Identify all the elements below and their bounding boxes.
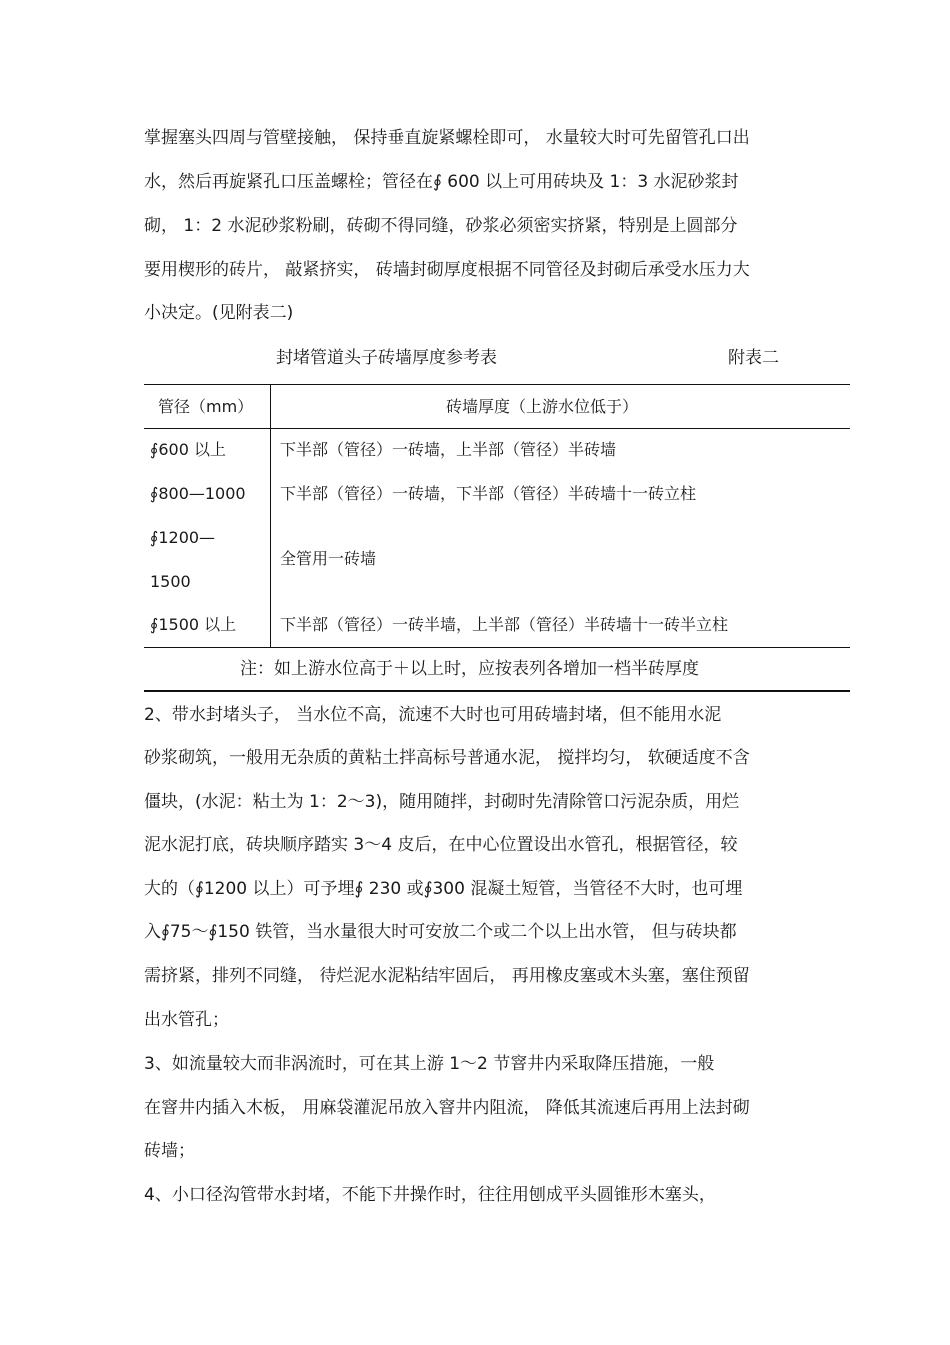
- table-note: 注：如上游水位高于＋以上时，应按表列各增加一档半砖厚度: [240, 659, 699, 679]
- paragraph-1-line-4: 要用楔形的砖片， 敲紧挤实， 砖墙封砌厚度根据不同管径及封砌后承受水压力大: [144, 260, 750, 280]
- table-bottom-rule: [144, 690, 850, 692]
- table-label: 附表二: [728, 348, 779, 368]
- paragraph-3-line-3: 砖墙；: [144, 1141, 195, 1161]
- paragraph-1-line-2: 水，然后再旋紧孔口压盖螺栓；管径在∮ 600 以上可用砖块及 1：3 水泥砂浆封: [144, 172, 739, 192]
- row-1-thickness: 下半部（管径）一砖墙，上半部（管径）半砖墙: [280, 440, 617, 459]
- paragraph-2-line-3: 僵块，(水泥：粘土为 1：2～3)，随用随拌，封砌时先清除管口污泥杂质，用烂: [144, 792, 740, 812]
- paragraph-3-line-2: 在窨井内插入木板， 用麻袋灌泥吊放入窨井内阻流， 降低其流速后再用上法封砌: [144, 1098, 750, 1118]
- table-header-rule: [144, 428, 850, 429]
- row-3-thickness: 全管用一砖墙: [280, 549, 377, 568]
- table-title: 封堵管道头子砖墙厚度参考表: [276, 348, 497, 368]
- paragraph-2-line-1: 2、带水封堵头子， 当水位不高，流速不大时也可用砖墙封堵，但不能用水泥: [144, 705, 722, 725]
- paragraph-1-line-1: 掌握塞头四周与管壁接触， 保持垂直旋紧螺栓即可， 水量较大时可先留管孔口出: [144, 128, 750, 148]
- row-2-thickness: 下半部（管径）一砖墙，下半部（管径）半砖墙十一砖立柱: [280, 484, 697, 503]
- row-3-diameter: ∮1200—: [150, 528, 216, 547]
- paragraph-2-line-8: 出水管孔；: [144, 1010, 229, 1030]
- paragraph-2-line-5: 大的（∮1200 以上）可予埋∮ 230 或∮300 混凝土短管，当管径不大时，也可埋: [144, 879, 743, 899]
- row-1-diameter: ∮600 以上: [150, 440, 226, 459]
- paragraph-2-line-4: 泥水泥打底，砖块顺序踏实 3～4 皮后，在中心位置设出水管孔，根据管径，较: [144, 835, 738, 855]
- paragraph-4-line-1: 4、小口径沟管带水封堵，不能下井操作时，往往用刨成平头圆锥形木塞头，: [144, 1185, 716, 1205]
- table-body-rule: [144, 647, 850, 648]
- paragraph-2-line-6: 入∮75～∮150 铁管，当水量很大时可安放二个或二个以上出水管， 但与砖块都: [144, 922, 737, 942]
- paragraph-1-line-5: 小决定。(见附表二): [144, 303, 294, 323]
- row-3-diameter-cont: 1500: [150, 572, 191, 591]
- row-2-diameter: ∮800—1000: [150, 484, 246, 503]
- row-4-thickness: 下半部（管径）一砖半墙，上半部（管径）半砖墙十一砖半立柱: [280, 615, 729, 634]
- table-column-divider: [270, 384, 271, 648]
- header-thickness: 砖墙厚度（上游水位低于）: [446, 397, 639, 416]
- table-top-rule: [144, 384, 850, 385]
- header-diameter: 管径（mm）: [158, 397, 254, 416]
- paragraph-2-line-7: 需挤紧，排列不同缝， 待烂泥水泥粘结牢固后， 再用橡皮塞或木头塞，塞住预留: [144, 966, 750, 986]
- paragraph-3-line-1: 3、如流量较大而非涡流时，可在其上游 1～2 节窨井内采取降压措施，一般: [144, 1054, 715, 1074]
- paragraph-2-line-2: 砂浆砌筑，一般用无杂质的黄粘土拌高标号普通水泥， 搅拌均匀， 软硬适度不含: [144, 748, 750, 768]
- paragraph-1-line-3: 砌， 1：2 水泥砂浆粉刷，砖砌不得同缝，砂浆必须密实挤紧，特别是上圆部分: [144, 216, 738, 236]
- row-4-diameter: ∮1500 以上: [150, 615, 237, 634]
